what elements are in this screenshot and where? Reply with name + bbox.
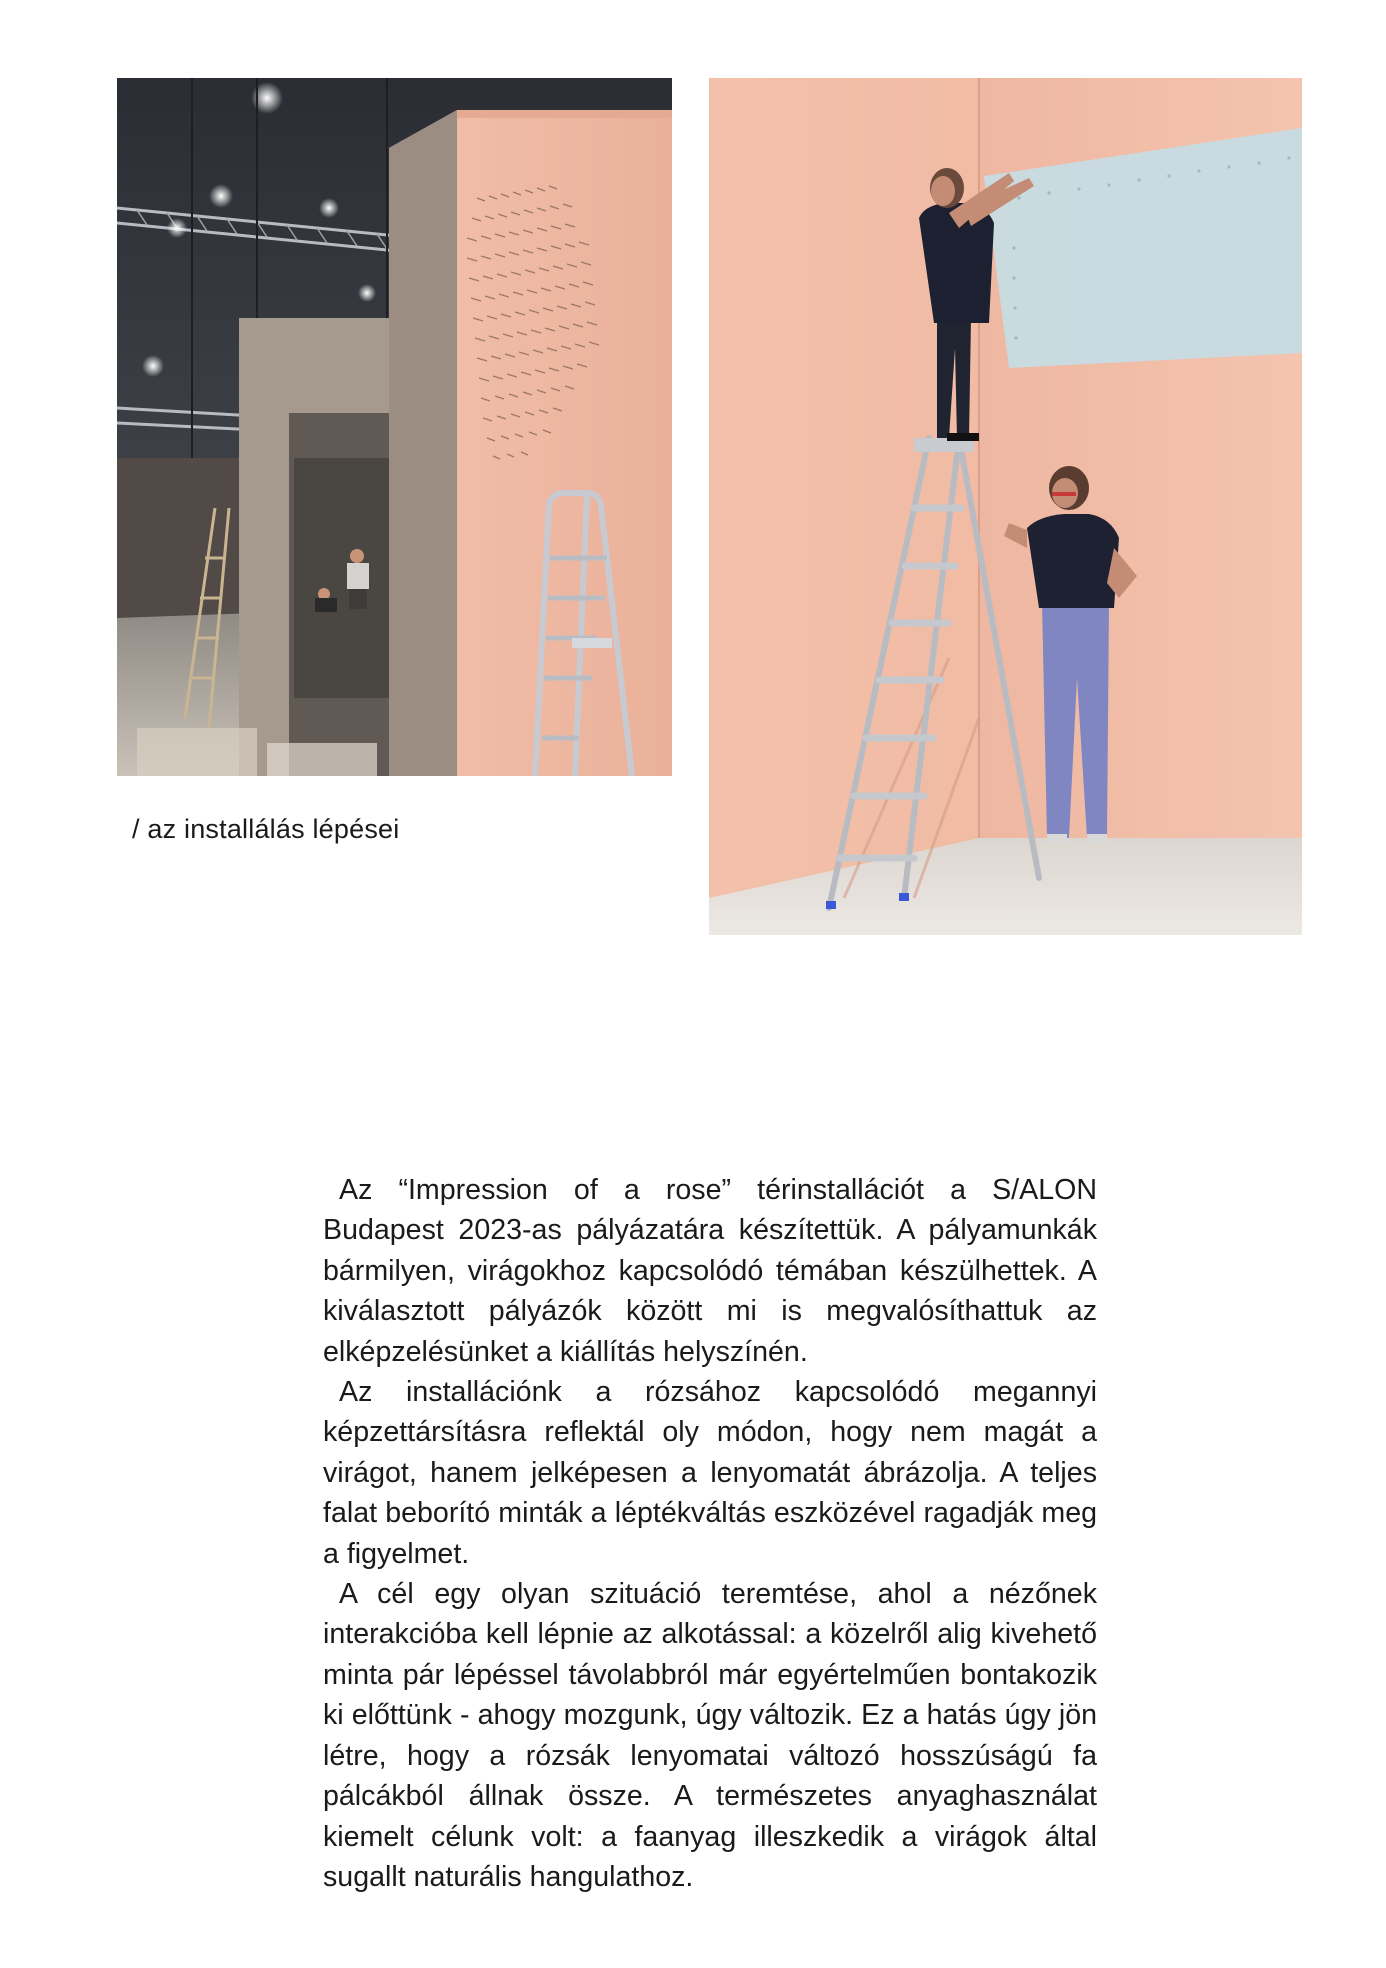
installation-photo-hall bbox=[117, 78, 672, 776]
article-body bbox=[323, 1170, 1097, 1897]
paragraph-2: Az installációnk a rózsához kapcsolódó megannyi képzettársításra reflektál oly módon, hogy nem magát a virágot, hanem jelképesen a lenyomatát ábrázolja. A teljes falat beborító minták a léptékváltás eszközével ragadják meg a figyelmet. bbox=[323, 1376, 1097, 1570]
installation-photo-workers bbox=[709, 78, 1302, 935]
figure-caption: / az installálás lépései bbox=[132, 814, 400, 844]
paragraph-1: Az “Impression of a rose” térinstallációt a S/ALON Budapest 2023-as pályázatára készítettük. A pályamunkák bármilyen, virágokhoz kapcsolódó témában készülhettek. A kiválasztott pályázók között mi is megvalósíthattuk az elképzelésünket a kiállítás helyszínén. bbox=[323, 1174, 1097, 1368]
workers-illustration bbox=[709, 78, 1302, 935]
hall-illustration bbox=[117, 78, 672, 776]
paragraph-3: A cél egy olyan szituáció teremtése, ahol a nézőnek interakcióba kell lépnie az alkotással: a közelről alig kivehető minta pár lépéssel távolabbról már egyértelműen bontakozik ki előttünk - ahogy mozgunk, úgy változik. Ez a hatás úgy jön létre, hogy a rózsák lenyomatai változó hosszúságú fa pálcákból állnak össze. A természetes anyaghasználat kiemelt célunk volt: a faanyag illeszkedik a virágok által sugallt naturális hangulathoz. bbox=[323, 1578, 1097, 1893]
